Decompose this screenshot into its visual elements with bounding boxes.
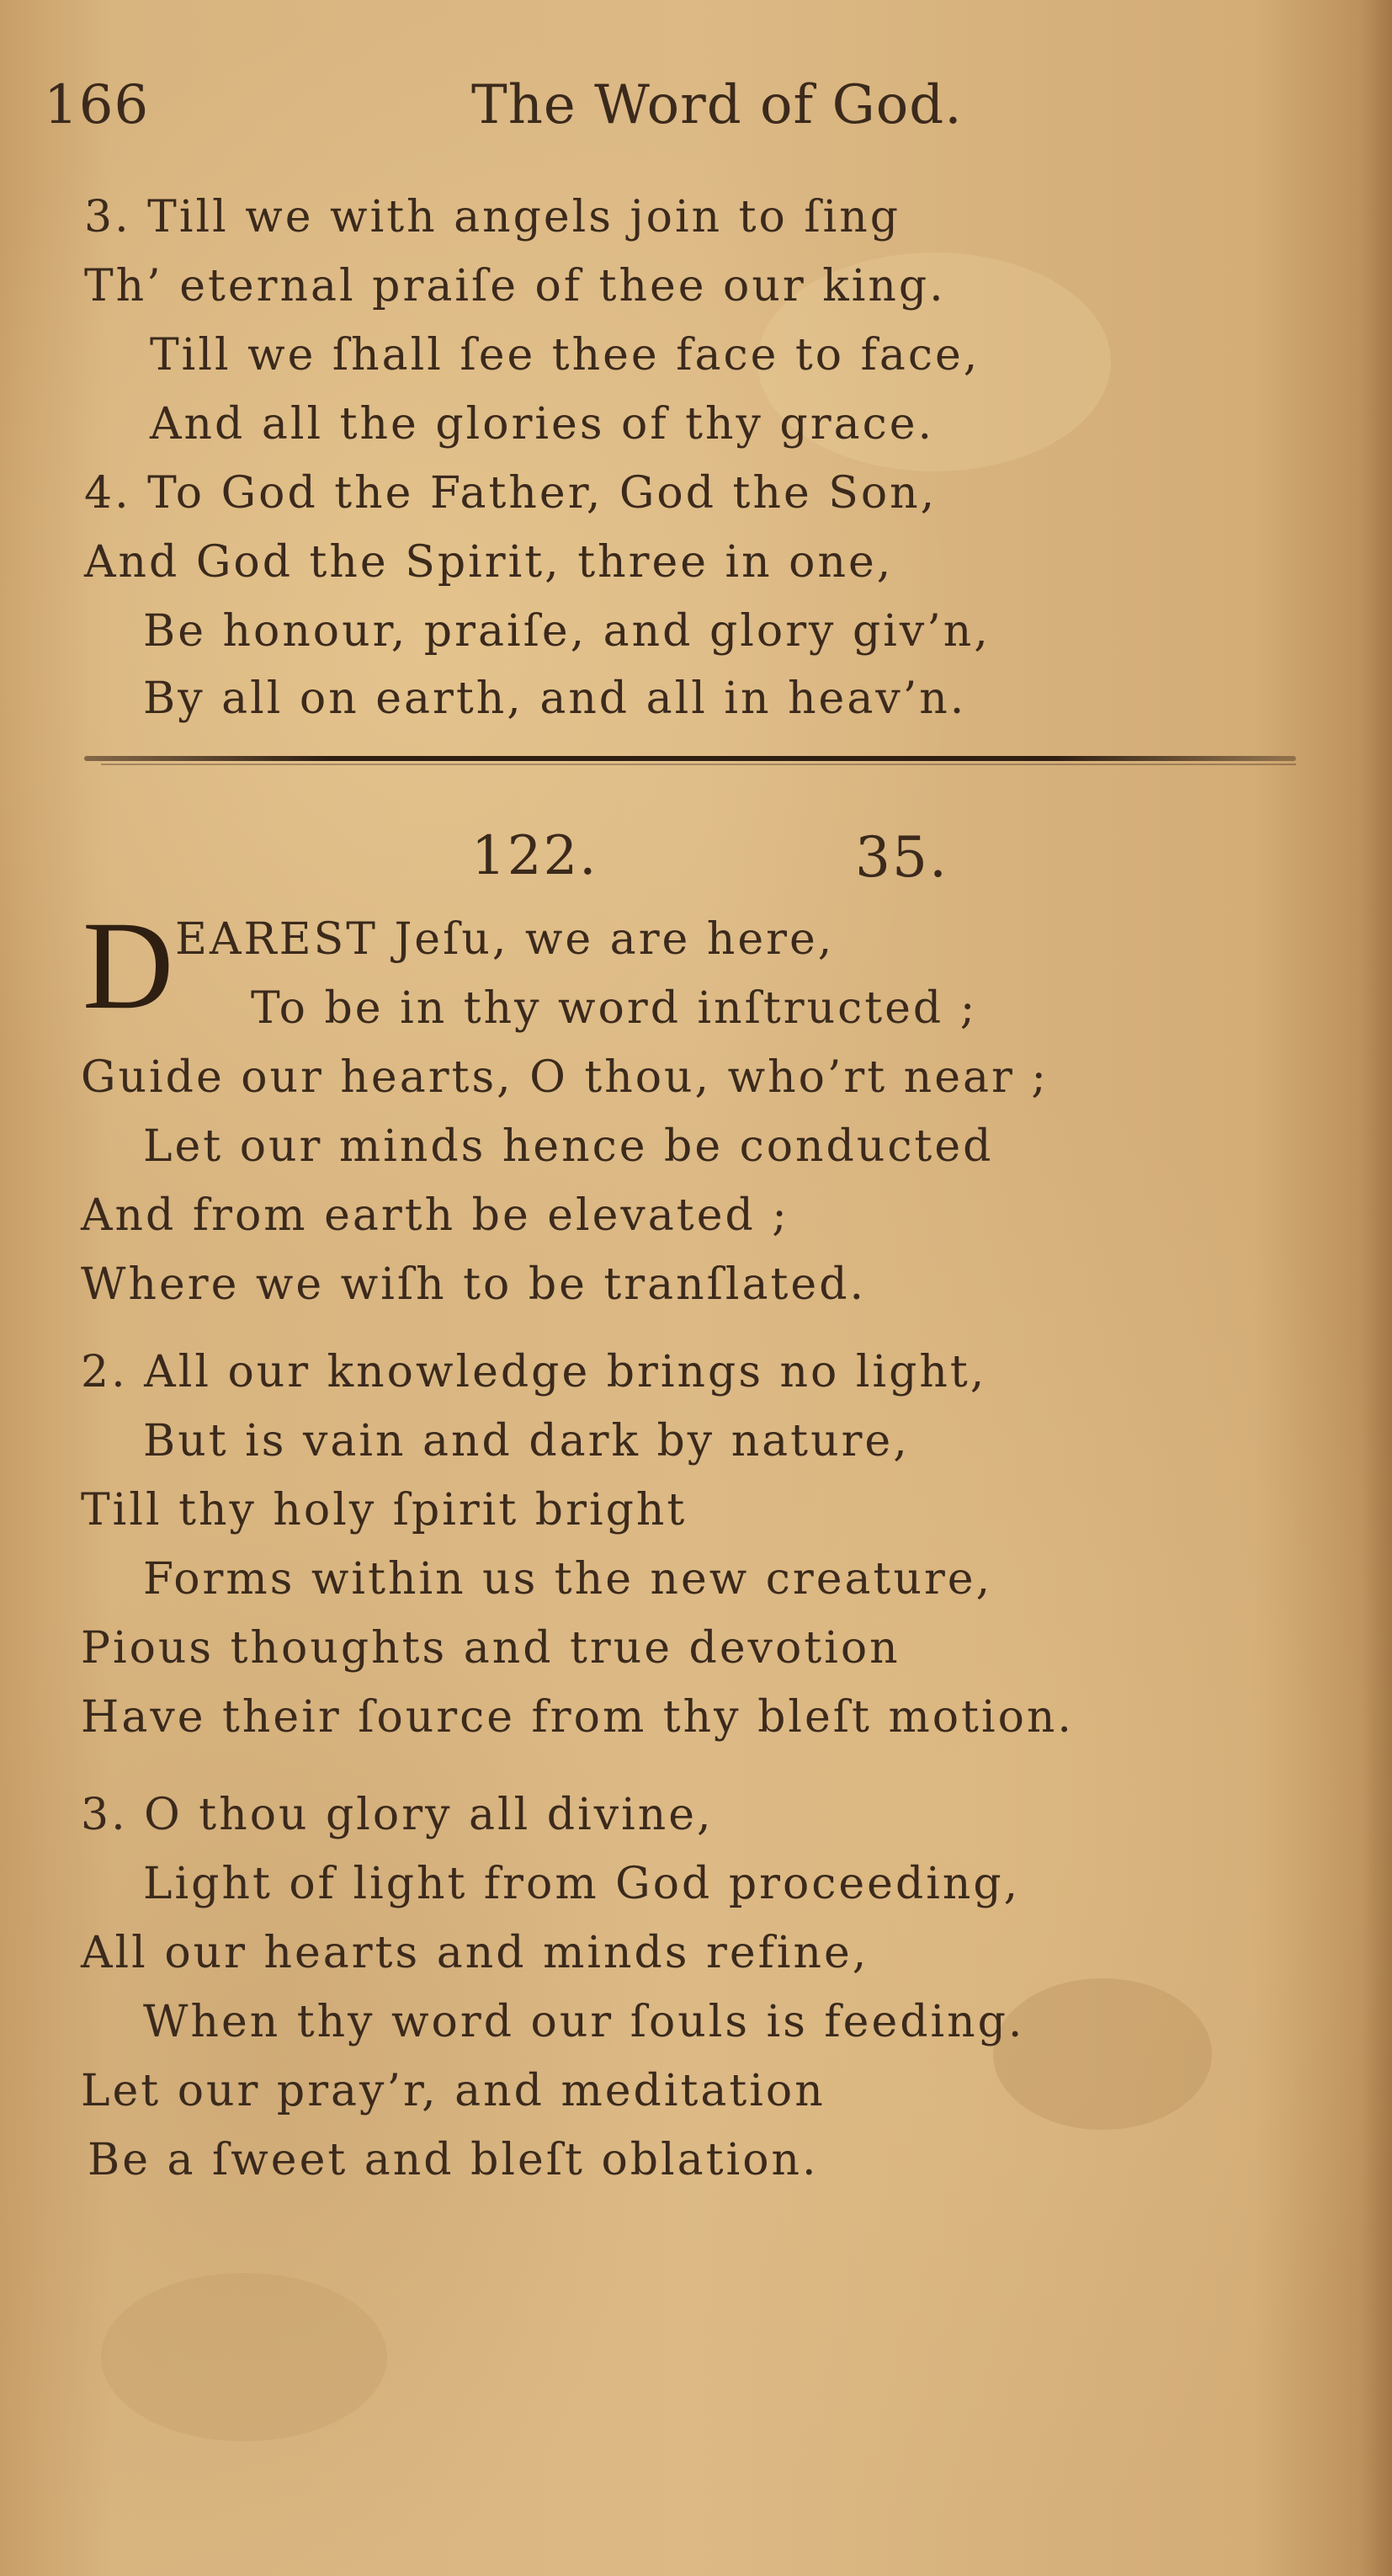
verse-line: Forms within us the new creature, (143, 1554, 993, 1605)
verse-line: Light of light from God proceeding, (143, 1859, 1021, 1909)
verse-line: Let our minds hence be conducted (143, 1121, 994, 1172)
verse-line: Till we ſhall ſee thee face to face, (150, 330, 980, 381)
verse-line: 3. O thou glory all divine, (81, 1790, 714, 1840)
section-divider (84, 756, 1296, 761)
verse-line: 2. All our knowledge brings no light, (81, 1347, 987, 1397)
hymn-number: 122. (471, 825, 598, 887)
paper-stain (101, 2273, 387, 2441)
verse-line: Be a ſweet and bleſt oblation. (88, 2135, 819, 2185)
verse-line: By all on earth, and all in heav’n. (143, 673, 967, 724)
verse-line-first: EAREST Jeſu, we are here, (175, 914, 835, 965)
verse-line: To be in thy word inſtructed ; (251, 983, 978, 1034)
verse-line: Guide our hearts, O thou, who’rt near ; (81, 1052, 1049, 1103)
tune-number: 35. (855, 825, 948, 890)
running-header (44, 74, 1012, 141)
verse-line: 3. Till we with angels join to ſing (84, 192, 901, 242)
verse-line: Where we wiſh to be tranſlated. (81, 1259, 867, 1310)
verse-line: 4. To God the Father, God the Son, (84, 468, 938, 519)
page-edge-shadow (1362, 0, 1392, 2576)
verse-line: When thy word our ſouls is feeding. (143, 1997, 1025, 2047)
verse-line: All our hearts and minds refine, (81, 1928, 869, 1978)
verse-line: Have their ſource from thy bleſt motion. (81, 1692, 1074, 1743)
verse-line: Be honour, praiſe, and glory giv’n, (143, 606, 991, 657)
verse-line: But is vain and dark by nature, (143, 1416, 910, 1466)
section-divider-shadow (101, 764, 1296, 765)
drop-cap: D (82, 896, 174, 1035)
verse-line: Let our pray’r, and meditation (81, 2066, 826, 2116)
verse-line: Pious thoughts and true devotion (81, 1623, 901, 1674)
paper-stain (993, 1978, 1212, 2130)
verse-line: And all the glories of thy grace. (150, 399, 934, 450)
verse-line: Th’ eternal praiſe of thee our king. (84, 261, 946, 311)
verse-line: And God the Spirit, three in one, (84, 537, 894, 588)
verse-line: Till thy holy ſpirit bright (81, 1485, 688, 1535)
page-number: 166 (44, 74, 150, 136)
verse-line: And from earth be elevated ; (81, 1190, 789, 1241)
running-title: The Word of God. (471, 74, 963, 136)
